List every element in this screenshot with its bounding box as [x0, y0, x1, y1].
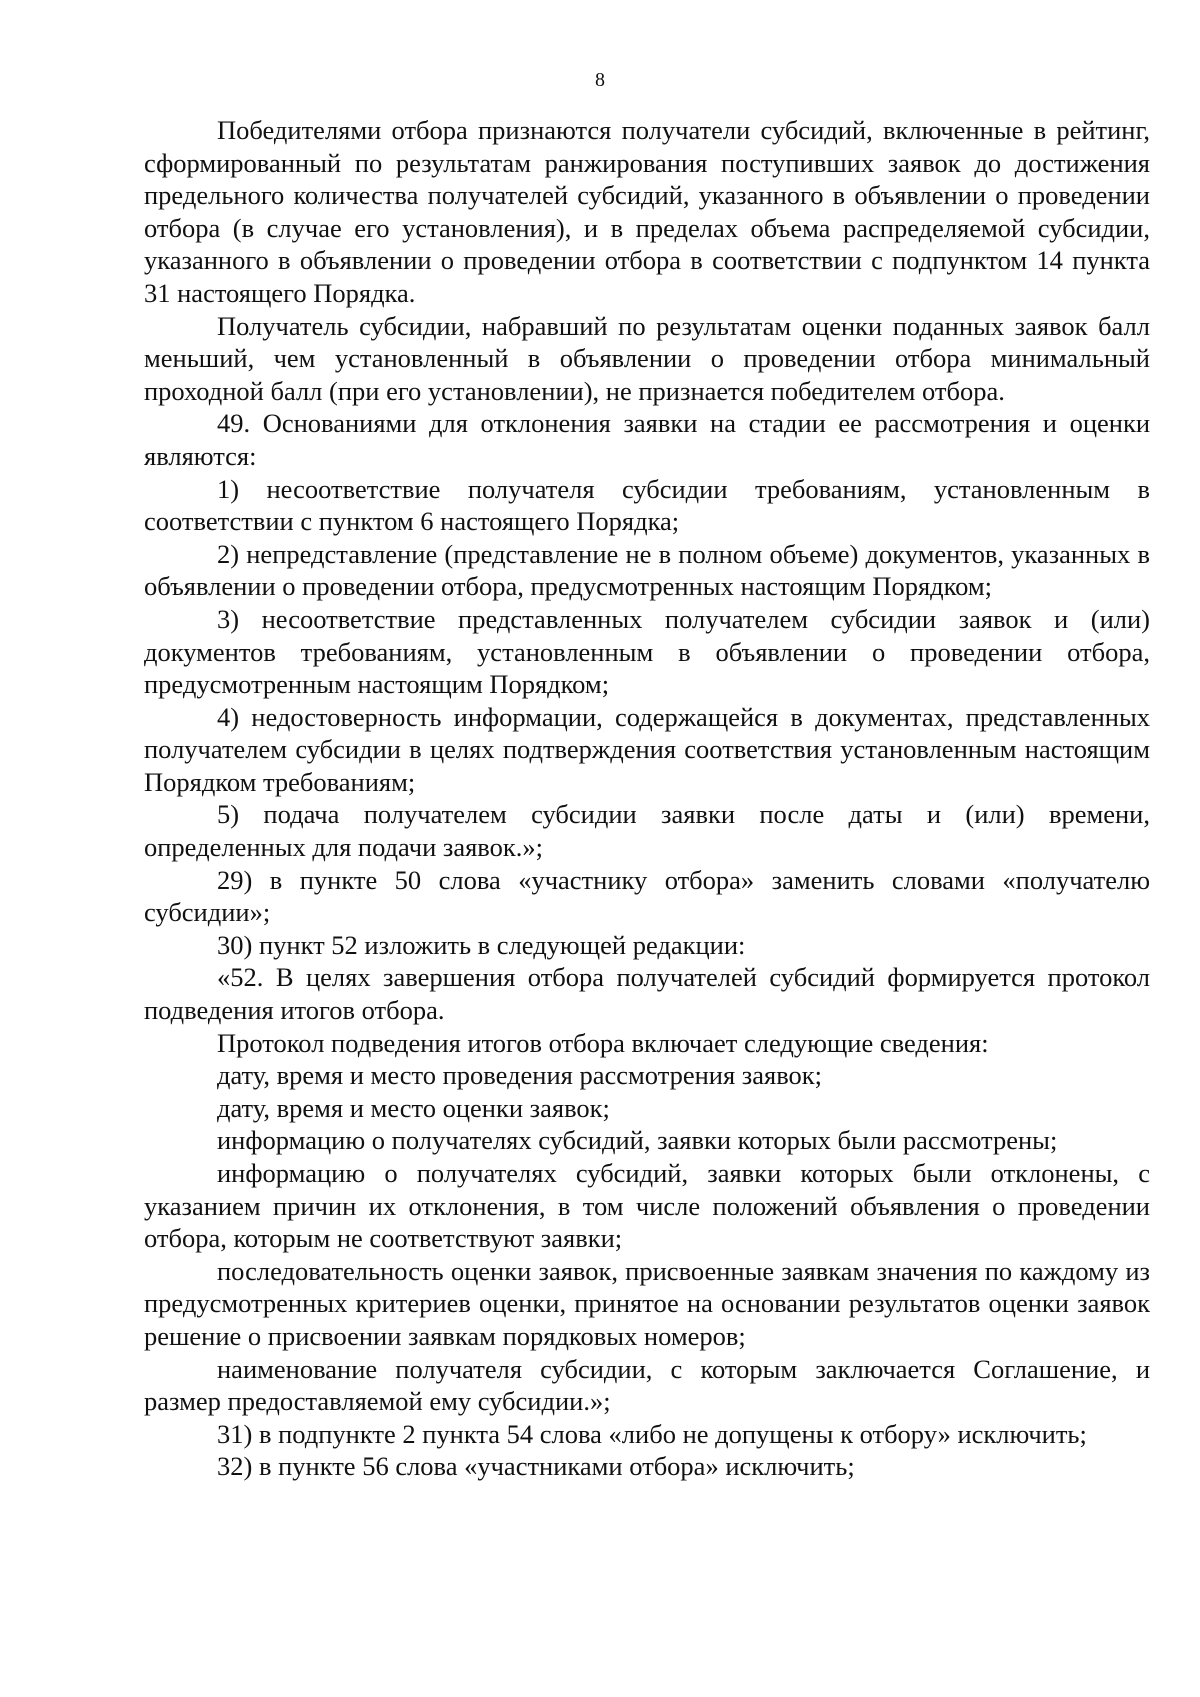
- protocol-item-rejected: информацию о получателях субсидий, заявки которых были отклонены, с указанием причин их отклонения, в том числе положений объявления о проведении отбора, которым не соответствуют заявки;: [144, 1158, 1150, 1254]
- list-item-2: 2) непредставление (представление не в полном объеме) документов, указанных в объявлении о проведении отбора, предусмотренных настоящим Порядком;: [144, 538, 1150, 602]
- list-item-3: 3) несоответствие представленных получателем субсидии заявок и (или) документов требованиям, установленным в объявлении о проведении отбора, предусмотренным настоящим Порядком;: [144, 603, 1150, 700]
- amendment-29: 29) в пункте 50 слова «участнику отбора» заменить словами «получателю субсидии»;: [144, 864, 1150, 928]
- amendment-32: 32) в пункте 56 слова «участниками отбора» исключить;: [217, 1451, 855, 1482]
- document-body: [144, 114, 1150, 1483]
- protocol-item-review-date: дату, время и место проведения рассмотрения заявок;: [217, 1060, 823, 1091]
- page-number: 8: [595, 69, 605, 91]
- paragraph-52: «52. В целях завершения отбора получателей субсидий формируется протокол подведения итогов отбора.: [144, 962, 1150, 1026]
- paragraph-49: 49. Основаниями для отклонения заявки на стадии ее рассмотрения и оценки являются:: [144, 408, 1150, 471]
- protocol-item-sequence: последовательность оценки заявок, присвоенные заявкам значения по каждому из предусмотренных критериев оценки, принятое на основании результатов оценки заявок решение о присвоении заявкам порядковых номеров;: [144, 1255, 1150, 1351]
- protocol-item-evaluation-date: дату, время и место оценки заявок;: [217, 1092, 610, 1123]
- paragraph-min-score: Получатель субсидии, набравший по результатам оценки поданных заявок балл меньший, чем установленный в объявлении о проведении отбора минимальный проходной балл (при его установлении), не признается победителем отбора.: [144, 310, 1150, 406]
- list-item-4: 4) недостоверность информации, содержащейся в документах, представленных получателем субсидии в целях подтверждения соответствия установленным настоящим Порядком требованиям;: [144, 701, 1150, 797]
- list-item-5: 5) подача получателем субсидии заявки после даты и (или) времени, определенных для подачи заявок.»;: [144, 799, 1150, 863]
- paragraph-winners: Победителями отбора признаются получатели субсидий, включенные в рейтинг, сформированный по результатам ранжирования поступивших заявок до достижения предельного количества получателей субсидий, указанного в объявлении о проведении отбора (в случае его установления), и в пределах объема распределяемой субсидии, указанного в объявлении о проведении отбора в соответствии с подпунктом 14 пункта 31 настоящего Порядка.: [144, 115, 1150, 308]
- list-item-1: 1) несоответствие получателя субсидии требованиям, установленным в соответствии с пунктом 6 настоящего Порядка;: [144, 473, 1150, 537]
- protocol-intro: Протокол подведения итогов отбора включает следующие сведения:: [217, 1027, 989, 1058]
- protocol-item-recipient: наименование получателя субсидии, с которым заключается Соглашение, и размер предоставляемой ему субсидии.»;: [144, 1353, 1150, 1417]
- amendment-31: 31) в подпункте 2 пункта 54 слова «либо не допущены к отбору» исключить;: [217, 1418, 1087, 1449]
- amendment-30: 30) пункт 52 изложить в следующей редакции:: [217, 929, 746, 960]
- protocol-item-reviewed: информацию о получателях субсидий, заявки которых были рассмотрены;: [217, 1125, 1058, 1156]
